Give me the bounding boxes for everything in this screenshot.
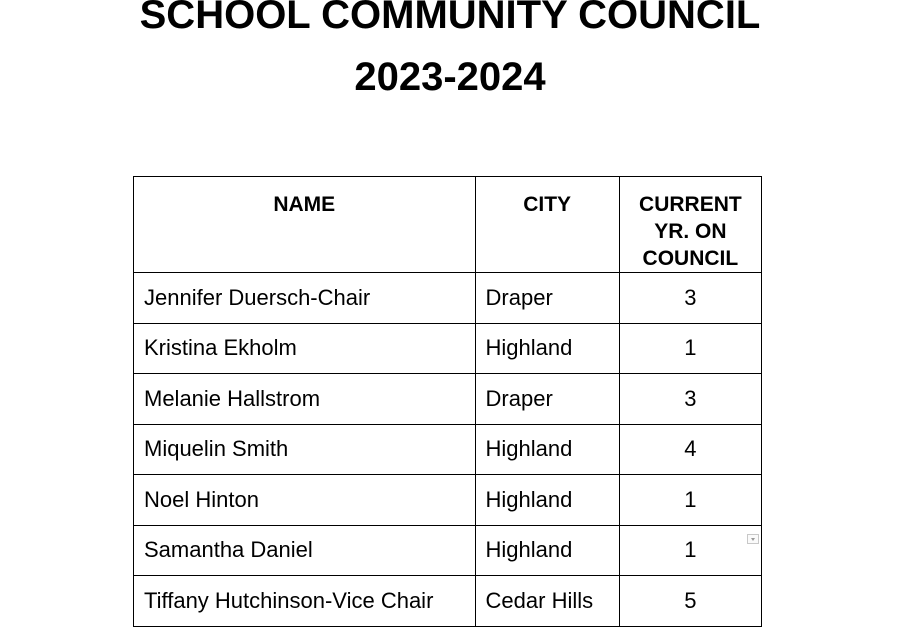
header-city: CITY <box>475 177 619 273</box>
member-years: 5 <box>619 576 761 627</box>
member-years: 1 <box>619 525 761 576</box>
member-name: Samantha Daniel <box>134 525 476 576</box>
member-name: Noel Hinton <box>134 475 476 526</box>
member-city: Highland <box>475 475 619 526</box>
member-city: Draper <box>475 273 619 324</box>
document-year: 2023-2024 <box>354 55 546 99</box>
member-city: Highland <box>475 525 619 576</box>
member-city: Highland <box>475 323 619 374</box>
header-years-on-council: CURRENT YR. ON COUNCIL <box>619 177 761 273</box>
council-members-table <box>133 176 762 627</box>
header-name: NAME <box>134 177 476 273</box>
member-name: Tiffany Hutchinson-Vice Chair <box>134 576 476 627</box>
table-row <box>134 576 762 627</box>
member-years: 4 <box>619 424 761 475</box>
member-years: 3 <box>619 273 761 324</box>
table-row <box>134 424 762 475</box>
table-row <box>134 525 762 576</box>
table-row <box>134 273 762 324</box>
cell-dropdown-icon[interactable] <box>747 534 759 544</box>
member-name: Jennifer Duersch-Chair <box>134 273 476 324</box>
member-name: Miquelin Smith <box>134 424 476 475</box>
member-name: Melanie Hallstrom <box>134 374 476 425</box>
document-title: SCHOOL COMMUNITY COUNCIL <box>139 0 761 37</box>
member-years: 3 <box>619 374 761 425</box>
table-row <box>134 374 762 425</box>
member-city: Draper <box>475 374 619 425</box>
member-city: Highland <box>475 424 619 475</box>
member-city: Cedar Hills <box>475 576 619 627</box>
table-row <box>134 323 762 374</box>
table-row <box>134 475 762 526</box>
member-name: Kristina Ekholm <box>134 323 476 374</box>
member-years: 1 <box>619 323 761 374</box>
member-years: 1 <box>619 475 761 526</box>
table-header-row <box>134 177 762 273</box>
